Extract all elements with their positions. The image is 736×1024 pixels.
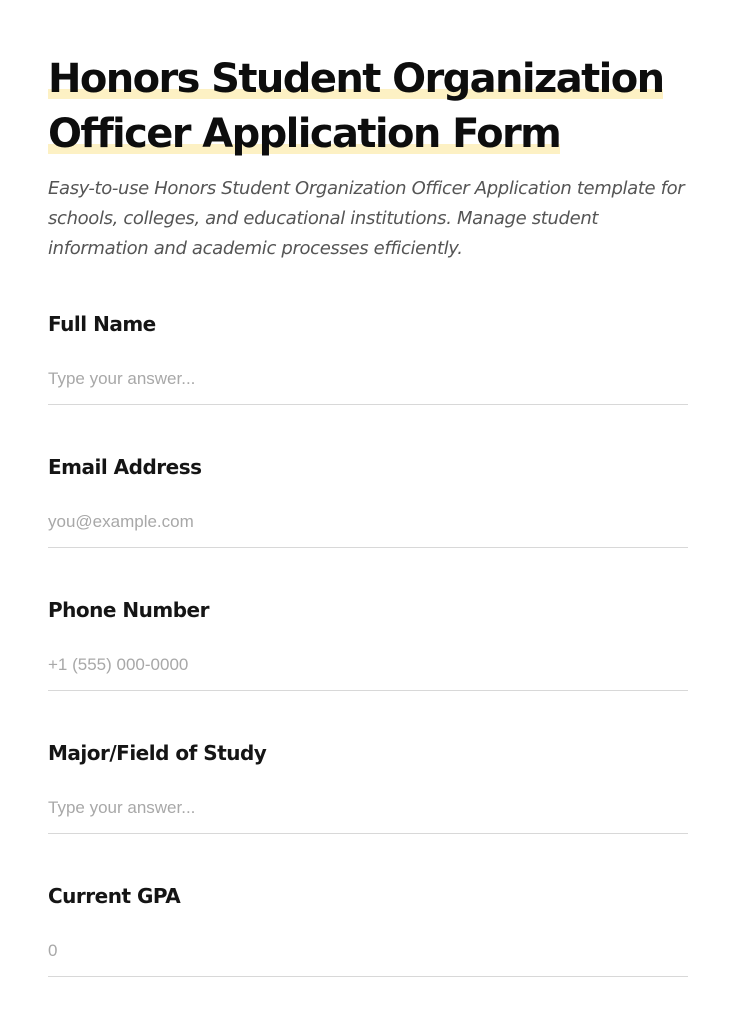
form-title — [48, 52, 688, 162]
field-current-gpa — [48, 882, 688, 977]
form-description: Easy-to-use Honors Student Organization Officer Application template for schools, colleges, and educational institutions. Manage student information and academic processes efficiently. — [48, 178, 685, 259]
phone-number-label: Phone Number — [48, 598, 209, 622]
form-title-line-1: Honors Student Organization — [48, 56, 664, 102]
major-label: Major/Field of Study — [48, 741, 267, 765]
field-major — [48, 739, 688, 834]
form-title-line-2: Officer Application Form — [48, 111, 561, 157]
email-address-input[interactable] — [48, 501, 688, 548]
full-name-label: Full Name — [48, 312, 156, 336]
form-fields — [48, 310, 688, 977]
field-email-address — [48, 453, 688, 548]
field-full-name — [48, 310, 688, 405]
phone-number-input[interactable] — [48, 644, 688, 691]
full-name-input[interactable] — [48, 358, 688, 405]
major-input[interactable] — [48, 787, 688, 834]
email-address-label: Email Address — [48, 455, 202, 479]
current-gpa-label: Current GPA — [48, 884, 181, 908]
field-phone-number — [48, 596, 688, 691]
current-gpa-input[interactable] — [48, 930, 688, 977]
